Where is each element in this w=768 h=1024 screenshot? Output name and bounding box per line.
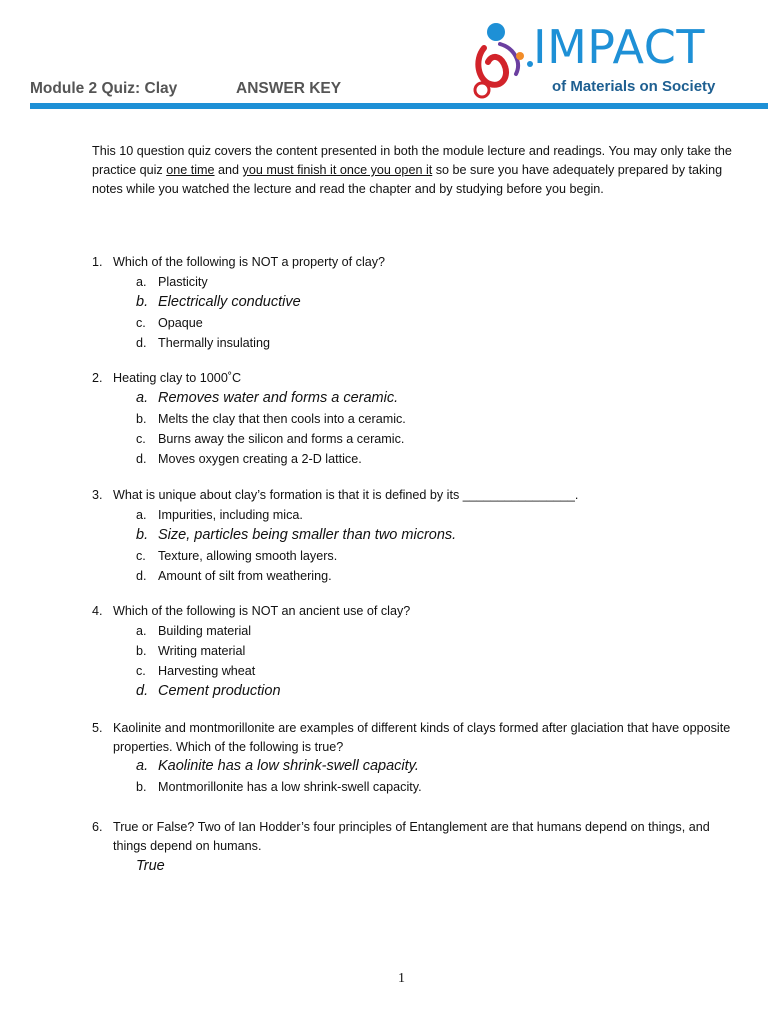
option-4c — [136, 661, 732, 681]
answer-6: True — [136, 858, 165, 874]
header-rule — [30, 103, 768, 109]
answer-key-label: ANSWER KEY — [236, 80, 342, 97]
question-text: Which of the following is NOT a property of clay? — [113, 255, 386, 269]
question-5 — [92, 719, 732, 797]
question-3 — [92, 486, 732, 586]
option-text: Cement production — [158, 682, 281, 699]
option-5a-answer — [136, 756, 732, 777]
option-text: Burns away the silicon and forms a ceramic. — [158, 431, 405, 446]
option-3c — [136, 546, 732, 566]
question-text: Which of the following is NOT an ancient use of clay? — [113, 604, 411, 618]
question-number: 1. — [92, 255, 103, 269]
question-number: 2. — [92, 371, 103, 385]
option-letter: c. — [136, 548, 146, 563]
option-2a-answer — [136, 388, 732, 409]
question-text: Kaolinite and montmorillonite are examples of different kinds of clays formed after glaciation that have opposite properties. Which of the following is true? — [113, 721, 731, 754]
option-letter: a. — [136, 623, 147, 638]
logo-subtitle: of Materials on Society — [552, 78, 716, 95]
option-5b — [136, 777, 732, 797]
option-4d-answer — [136, 681, 732, 702]
option-4b — [136, 641, 732, 661]
option-text: Moves oxygen creating a 2-D lattice. — [158, 451, 362, 466]
option-1b-answer — [136, 292, 732, 313]
question-6 — [92, 818, 732, 877]
intro-text-1: This 10 question quiz covers the content presented in both the module lecture and readings. You may only take the practice quiz — [92, 144, 732, 177]
option-3d — [136, 566, 732, 586]
option-text: Plasticity — [158, 274, 208, 289]
question-number: 3. — [92, 488, 103, 502]
intro-underline-2: you must finish it once you open it — [242, 163, 433, 177]
option-3a — [136, 505, 732, 525]
option-letter: b. — [136, 526, 149, 543]
question-number: 6. — [92, 820, 103, 834]
question-text: True or False? Two of Ian Hodder’s four principles of Entanglement are that humans depend on things, and things depend on humans. — [113, 820, 710, 853]
option-text: Opaque — [158, 315, 203, 330]
option-letter: c. — [136, 315, 146, 330]
option-text: Impurities, including mica. — [158, 507, 303, 522]
option-letter: b. — [136, 411, 147, 426]
option-text: Kaolinite has a low shrink-swell capacity. — [158, 758, 419, 774]
option-text: Thermally insulating — [158, 335, 270, 350]
question-4 — [92, 602, 732, 702]
option-letter: d. — [136, 568, 147, 583]
intro-paragraph — [92, 142, 732, 199]
option-1a — [136, 272, 732, 292]
option-letter: b. — [136, 780, 147, 794]
question-2 — [92, 369, 732, 469]
option-text: Building material — [158, 623, 252, 638]
question-1 — [92, 253, 732, 353]
logo-name: IMPACT — [533, 20, 705, 74]
intro-underline-1: one time — [166, 163, 215, 177]
option-text: Montmorillonite has a low shrink-swell capacity. — [158, 780, 422, 794]
page-header — [0, 0, 768, 112]
option-letter: a. — [136, 389, 149, 406]
option-letter: b. — [136, 643, 147, 658]
question-number: 4. — [92, 604, 103, 618]
question-text: Heating clay to 1000˚C — [113, 371, 242, 385]
option-text: Removes water and forms a ceramic. — [158, 389, 399, 406]
page-number: 1 — [398, 971, 405, 986]
option-letter: a. — [136, 507, 147, 522]
option-1d — [136, 333, 732, 353]
option-letter: c. — [136, 431, 146, 446]
molecule-logo-icon — [470, 18, 540, 100]
option-letter: d. — [136, 451, 147, 466]
option-letter: a. — [136, 758, 149, 774]
option-text: Size, particles being smaller than two microns. — [158, 526, 457, 543]
option-letter: d. — [136, 335, 147, 350]
option-text: Amount of silt from weathering. — [158, 568, 332, 583]
intro-text-3: so be sure you have adequately prepared by taking notes while you watched the lecture and read the chapter and by studying before you begin. — [92, 163, 723, 196]
option-text: Melts the clay that then cools into a ceramic. — [158, 411, 406, 426]
intro-text-2: and — [214, 163, 243, 177]
option-2b — [136, 409, 732, 429]
option-letter: b. — [136, 293, 149, 310]
quiz-title: Module 2 Quiz: Clay — [30, 80, 178, 97]
option-letter: d. — [136, 682, 149, 699]
option-2c — [136, 429, 732, 449]
impact-logo — [470, 18, 760, 100]
option-letter: a. — [136, 274, 147, 289]
option-1c — [136, 313, 732, 333]
option-text: Texture, allowing smooth layers. — [158, 548, 338, 563]
option-letter: c. — [136, 663, 146, 678]
option-text: Writing material — [158, 643, 246, 658]
option-text: Electrically conductive — [158, 293, 301, 310]
option-text: Harvesting wheat — [158, 663, 256, 678]
question-number: 5. — [92, 721, 103, 735]
option-3b-answer — [136, 525, 732, 546]
question-text: What is unique about clay’s formation is that it is defined by its ________________. — [113, 488, 579, 502]
option-4a — [136, 621, 732, 641]
option-2d — [136, 449, 732, 469]
